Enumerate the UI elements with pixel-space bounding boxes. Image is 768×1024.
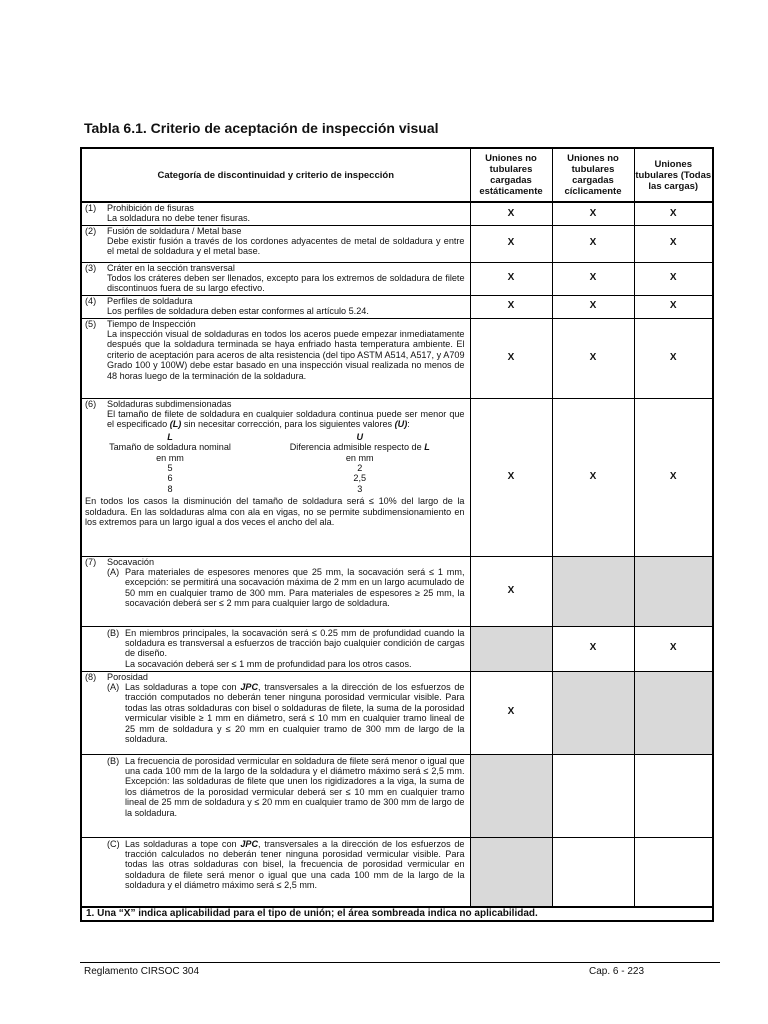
allowed-difference-column (255, 432, 465, 494)
shaded-cell (634, 556, 713, 626)
row-6-desc (81, 398, 470, 556)
empty-cell (634, 754, 713, 837)
mark-cell: X (552, 398, 634, 556)
row-text (125, 839, 465, 891)
symbol-u: (U) (394, 419, 408, 430)
row-heading: Porosidad (107, 671, 148, 682)
col-tubular-header: Uniones tubulares (Todas las cargas) (634, 148, 713, 202)
table-row (81, 318, 713, 398)
jpc-abbrev: JPC (240, 681, 259, 692)
difference-unit: en mm (345, 452, 374, 463)
row-text-2: La socavación deberá ser ≤ 1 mm de profundidad para los otros casos. (125, 658, 412, 669)
row-7b-desc (81, 626, 470, 671)
mark-cell: X (552, 626, 634, 671)
row-text-c: : (407, 419, 410, 430)
shaded-cell (470, 837, 552, 907)
difference-value: 2,5 (353, 473, 367, 484)
mark-cell: X (634, 262, 713, 295)
difference-title-text: Diferencia admisible respecto de (289, 442, 422, 453)
col-static-header: Uniones no tubulares cargadas estáticamente (470, 148, 552, 202)
row-8a-desc (81, 671, 470, 754)
row-text-1: Las soldaduras a tope con (125, 838, 237, 849)
row-number: (7) (85, 556, 97, 567)
mark-cell: X (552, 262, 634, 295)
jpc-abbrev: JPC (240, 838, 259, 849)
footer-rule (80, 962, 720, 963)
mark-cell: X (470, 398, 552, 556)
sub-label: (B) (107, 755, 120, 766)
row-heading: Soldaduras subdimensionadas (107, 398, 232, 409)
table-row (81, 671, 713, 754)
row-number: (8) (85, 671, 97, 682)
mark-cell: X (634, 318, 713, 398)
mark-cell: X (470, 202, 552, 225)
row-8b-desc (81, 754, 470, 837)
row-text: La inspección visual de soldaduras en todos los aceros puede empezar inmediatamente después que la soldadura terminada se haya enfriado hasta temperatura ambiente. El criterio de aceptación para aceros de alta resistencia (del tipo ASTM A514, A517, y A709 Grado 100 y 100W) debe estar basado en una inspección visual realizada no menos de 48 horas luego de la terminación de la soldadura. (107, 328, 465, 381)
size-columns (85, 432, 465, 494)
row-text: La frecuencia de porosidad vermicular en soldadura de filete será menor o igual que una cada 100 mm de la largo de la soldadura y el diámetro máximo será ≤ 2,5 mm. Excepción: las soldaduras de filete que unen los rigidizadores a la viga, la suma de los diámetros de la porosidad vermicular deberá ser ≤ 10 mm en cualquier tramo lineal de 25 mm de soldadura y ≤ 20 mm en cualquier tramo de 300 mm de largo de la soldadura. (125, 755, 465, 818)
row-heading: Prohibición de fisuras (107, 203, 194, 213)
row-5-desc (81, 318, 470, 398)
table-row (81, 626, 713, 671)
nominal-title: Tamaño de soldadura nominal (109, 442, 231, 453)
row-text (125, 682, 465, 744)
nominal-value: 5 (167, 462, 173, 473)
symbol-l: (L) (169, 419, 182, 430)
nominal-unit: en mm (156, 452, 184, 463)
row-heading: Fusión de soldadura / Metal base (107, 225, 242, 236)
row-heading: Perfiles de soldadura (107, 295, 193, 306)
acceptance-criteria-table (80, 147, 714, 922)
mark-cell: X (470, 295, 552, 318)
footnote-row (81, 907, 713, 921)
row-text: En miembros principales, la socavación será ≤ 0.25 mm de profundidad cuando la soldadura es transversal a esfuerzos de tracción bajo cualquier condición de cargas de diseño. (125, 627, 465, 659)
row-number: (2) (85, 225, 97, 236)
mark-cell: X (634, 225, 713, 262)
row-4-desc (81, 295, 470, 318)
footnote: 1. Una “X” indica aplicabilidad para el tipo de unión; el área sombreada indica no aplicabilidad. (81, 907, 713, 921)
sub-label: (B) (107, 627, 120, 638)
footer-page-number: Cap. 6 - 223 (589, 966, 645, 977)
col-cyclic-header: Uniones no tubulares cargadas cíclicamente (552, 148, 634, 202)
row-closing-text: En todos los casos la disminución del tamaño de soldadura será ≤ 10% del largo de la soldadura. En las soldaduras alma con ala en vigas, no se permite subdimensionamiento en los extremos para un largo igual a dos veces el ancho del ala. (85, 496, 465, 527)
row-number: (3) (85, 262, 97, 273)
table-row (81, 754, 713, 837)
row-number: (1) (85, 203, 97, 213)
row-2-desc (81, 225, 470, 262)
row-number: (5) (85, 318, 97, 329)
mark-cell: X (470, 671, 552, 754)
table-row (81, 837, 713, 907)
row-text-a: El tamaño de filete de soldadura en cualquier soldadura continua puede ser menor que el especificado (107, 408, 465, 430)
row-number: (4) (85, 295, 97, 306)
u-letter: U (356, 431, 364, 442)
shaded-cell (552, 671, 634, 754)
table-row (81, 225, 713, 262)
row-text: Para materiales de espesores menores que 25 mm, la socavación será ≤ 1 mm, excepción: se permitirá una socavación máxima de 2 mm en un largo acumulado de 50 mm en cualquier tramo de 300 mm. Para materiales de espesores ≥ 25 mm, la socavación deberá ser ≤ 2 mm para cualquier largo de soldadura. (125, 566, 465, 609)
mark-cell: X (634, 398, 713, 556)
row-number: (6) (85, 398, 97, 409)
shaded-cell (470, 626, 552, 671)
shaded-cell (470, 754, 552, 837)
row-text-2: , transversales a la dirección de los esfuerzos de tracción calculados no deberán tener ninguna porosidad vermicular visible. Para todas las otras soldaduras con bisel, la frecuencia de porosidad vermicular en soldadura de filete será menor o igual que una cada 100 mm de la largo de la soldadura y el diámetro máximo será ≤ 2,5 mm. (125, 838, 465, 891)
mark-cell: X (470, 318, 552, 398)
difference-title (255, 442, 465, 452)
category-header: Categoría de discontinuidad y criterio de inspección (81, 148, 470, 202)
mark-cell: X (552, 318, 634, 398)
difference-title-symbol: L (424, 442, 430, 453)
mark-cell: X (552, 202, 634, 225)
mark-cell: X (470, 556, 552, 626)
table-row (81, 295, 713, 318)
footer-document-name: Reglamento CIRSOC 304 (84, 966, 200, 977)
difference-value: 2 (357, 462, 363, 473)
table-row (81, 398, 713, 556)
l-letter: L (167, 431, 173, 442)
row-text-2: , transversales a la dirección de los esfuerzos de tracción computados no deberán tener ninguna porosidad vermicular visible. Para todas las otras soldaduras con bisel o soldaduras de filete, la suma de la porosidad vermicular visible ≥ 1 mm en diámetro, será ≤ 10 mm en cualquier tramo lineal de 25 mm de soldadura y ≤ 20 mm en cualquier tramo de 300 mm de largo de la soldadura. (125, 681, 465, 744)
difference-value: 3 (357, 483, 363, 494)
mark-cell: X (470, 225, 552, 262)
empty-cell (552, 754, 634, 837)
nominal-value: 6 (167, 473, 173, 484)
sub-label: (A) (107, 566, 120, 577)
table-row (81, 202, 713, 225)
row-heading: Tiempo de Inspección (107, 318, 196, 329)
row-text: Los perfiles de soldadura deben estar conformes al artículo 5.24. (107, 305, 369, 316)
mark-cell: X (634, 626, 713, 671)
row-text (107, 409, 465, 430)
mark-cell: X (470, 262, 552, 295)
table-header-row (81, 148, 713, 202)
table-row (81, 262, 713, 295)
row-7a-desc (81, 556, 470, 626)
nominal-value: 8 (167, 483, 173, 494)
mark-cell: X (552, 295, 634, 318)
mark-cell: X (634, 202, 713, 225)
page-title: Tabla 6.1. Criterio de aceptación de inspección visual (84, 120, 439, 136)
row-1-desc (81, 202, 470, 225)
table-row (81, 556, 713, 626)
sub-label: (C) (107, 838, 120, 849)
row-8c-desc (81, 837, 470, 907)
empty-cell (552, 837, 634, 907)
row-3-desc (81, 262, 470, 295)
row-text: Todos los cráteres deben ser llenados, excepto para los extremos de soldadura de filete discontinuos fuera de su largo efectivo. (107, 272, 465, 294)
empty-cell (634, 837, 713, 907)
sub-label: (A) (107, 681, 120, 692)
shaded-cell (552, 556, 634, 626)
mark-cell: X (552, 225, 634, 262)
row-heading: Socavación (107, 556, 155, 567)
mark-cell: X (634, 295, 713, 318)
row-heading: Cráter en la sección transversal (107, 262, 235, 273)
row-text-1: Las soldaduras a tope con (125, 681, 237, 692)
row-text-b: sin necesitar corrección, para los siguientes valores (183, 419, 393, 430)
nominal-size-column (85, 432, 255, 494)
row-text: Debe existir fusión a través de los cordones adyacentes de metal de soldadura y entre el metal de soldadura y el metal base. (107, 235, 465, 257)
shaded-cell (634, 671, 713, 754)
row-text: La soldadura no debe tener fisuras. (107, 213, 251, 224)
